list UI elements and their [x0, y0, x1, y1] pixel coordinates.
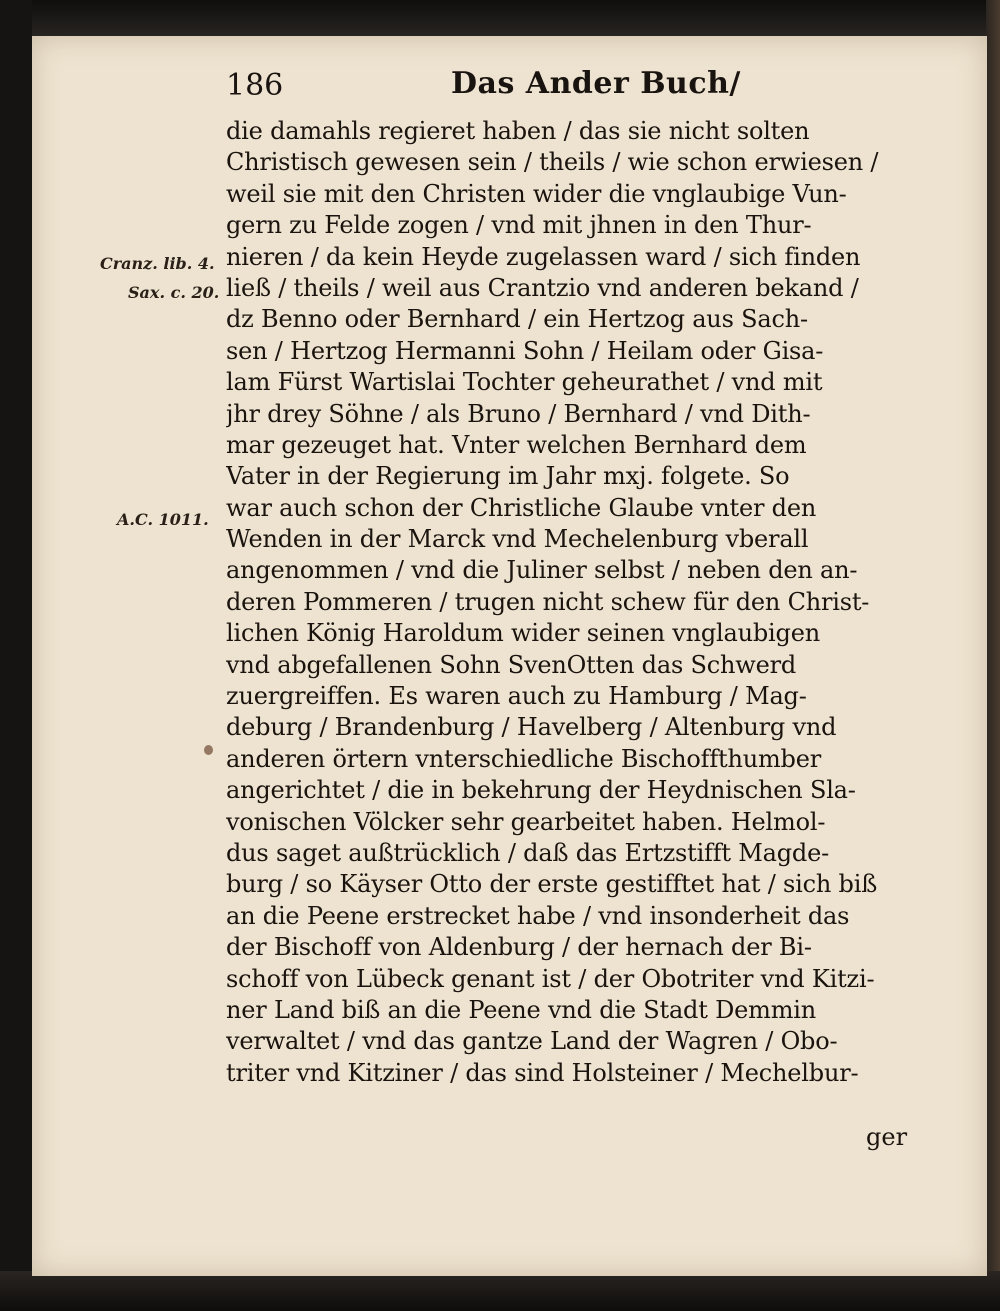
text-line: ner Land biß an die Peene vnd die Stadt Demmin: [226, 995, 816, 1024]
text-line: mar gezeuget hat. Vnter welchen Bernhard dem: [226, 430, 807, 459]
margin-note-cranz: Cranz. lib. 4.: [100, 254, 215, 273]
text-line: jhr drey Söhne / als Bruno / Bernhard / vnd Dith-: [226, 399, 811, 428]
scan-edge-bottom: [0, 1271, 1000, 1311]
text-line: Wenden in der Marck vnd Mechelenburg vberall: [226, 525, 809, 554]
text-line: Vater in der Regierung im Jahr mxj. folgete. So: [226, 462, 790, 491]
text-line: angenommen / vnd die Juliner selbst / neben den an-: [226, 556, 858, 585]
page-header: [226, 68, 926, 108]
body-text: [226, 116, 926, 1089]
text-line: vnd abgefallenen Sohn SvenOtten das Schwerd: [226, 650, 797, 679]
text-line: die damahls regieret haben / das sie nicht solten: [226, 117, 810, 145]
margin-note-sax: Sax. c. 20.: [128, 283, 220, 302]
margin-note-year: A.C. 1011.: [117, 510, 209, 529]
ink-spot: [204, 745, 213, 755]
catchword: ger: [866, 1123, 908, 1151]
text-line: sen / Hertzog Hermanni Sohn / Heilam oder Gisa-: [226, 336, 824, 365]
scan-edge-right: [986, 0, 1000, 1311]
text-line: vonischen Völcker sehr gearbeitet haben. Helmol-: [226, 807, 826, 836]
text-line: der Bischoff von Aldenburg / der hernach der Bi-: [226, 933, 812, 962]
text-line: deren Pommeren / trugen nicht schew für den Christ-: [226, 587, 870, 616]
text-line: ließ / theils / weil aus Crantzio vnd anderen bekand /: [226, 273, 859, 302]
text-line: triter vnd Kitziner / das sind Holsteiner / Mechelbur-: [226, 1058, 859, 1087]
text-line: nieren / da kein Heyde zugelassen ward / sich finden: [226, 242, 861, 271]
text-line: weil sie mit den Christen wider die vnglaubige Vun-: [226, 179, 847, 208]
text-line: dus saget außtrücklich / daß das Ertzstifft Magde-: [226, 838, 830, 867]
scan-edge-top: [0, 0, 1000, 40]
running-title: Das Ander Buch/: [451, 66, 741, 101]
text-line: schoff von Lübeck genant ist / der Obotriter vnd Kitzi-: [226, 964, 875, 993]
text-line: angerichtet / die in bekehrung der Heydnischen Sla-: [226, 776, 856, 805]
text-line: dz Benno oder Bernhard / ein Hertzog aus Sach-: [226, 305, 808, 334]
text-line: an die Peene erstrecket habe / vnd insonderheit das: [226, 901, 850, 930]
text-line: lichen König Haroldum wider seinen vnglaubigen: [226, 619, 820, 648]
text-line: verwaltet / vnd das gantze Land der Wagren / Obo-: [226, 1027, 838, 1056]
scan-edge-left: [0, 0, 32, 1311]
text-line: war auch schon der Christliche Glaube vnter den: [226, 493, 817, 522]
text-line: gern zu Felde zogen / vnd mit jhnen in den Thur-: [226, 211, 812, 240]
text-line: zuergreiffen. Es waren auch zu Hamburg / Mag-: [226, 682, 807, 711]
text-line: deburg / Brandenburg / Havelberg / Altenburg vnd: [226, 713, 837, 742]
text-line: lam Fürst Wartislai Tochter geheurathet / vnd mit: [226, 368, 823, 397]
text-line: anderen örtern vnterschiedliche Bischoffthumber: [226, 744, 821, 773]
page-number: 186: [226, 68, 284, 103]
text-line: Christisch gewesen sein / theils / wie schon erwiesen /: [226, 148, 879, 177]
text-line: burg / so Käyser Otto der erste gestifftet hat / sich biß: [226, 870, 878, 899]
